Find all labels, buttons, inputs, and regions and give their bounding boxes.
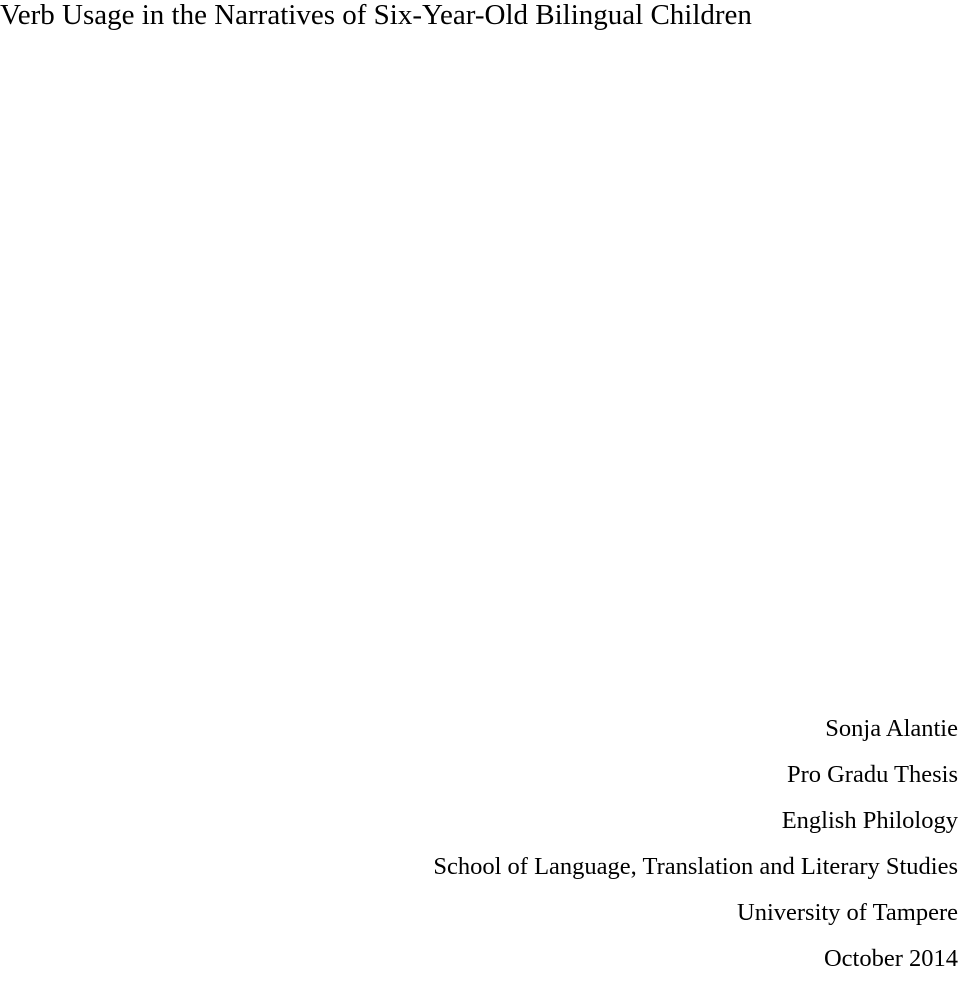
thesis-title: Verb Usage in the Narratives of Six-Year-Old Bilingual Children	[0, 0, 752, 31]
school-name: School of Language, Translation and Literary Studies	[433, 853, 958, 880]
title-page-details	[433, 706, 958, 982]
subject: English Philology	[781, 807, 958, 834]
submission-date: October 2014	[823, 945, 958, 972]
university-name: University of Tampere	[737, 899, 958, 926]
thesis-type: Pro Gradu Thesis	[786, 761, 958, 788]
author-name: Sonja Alantie	[825, 715, 958, 742]
